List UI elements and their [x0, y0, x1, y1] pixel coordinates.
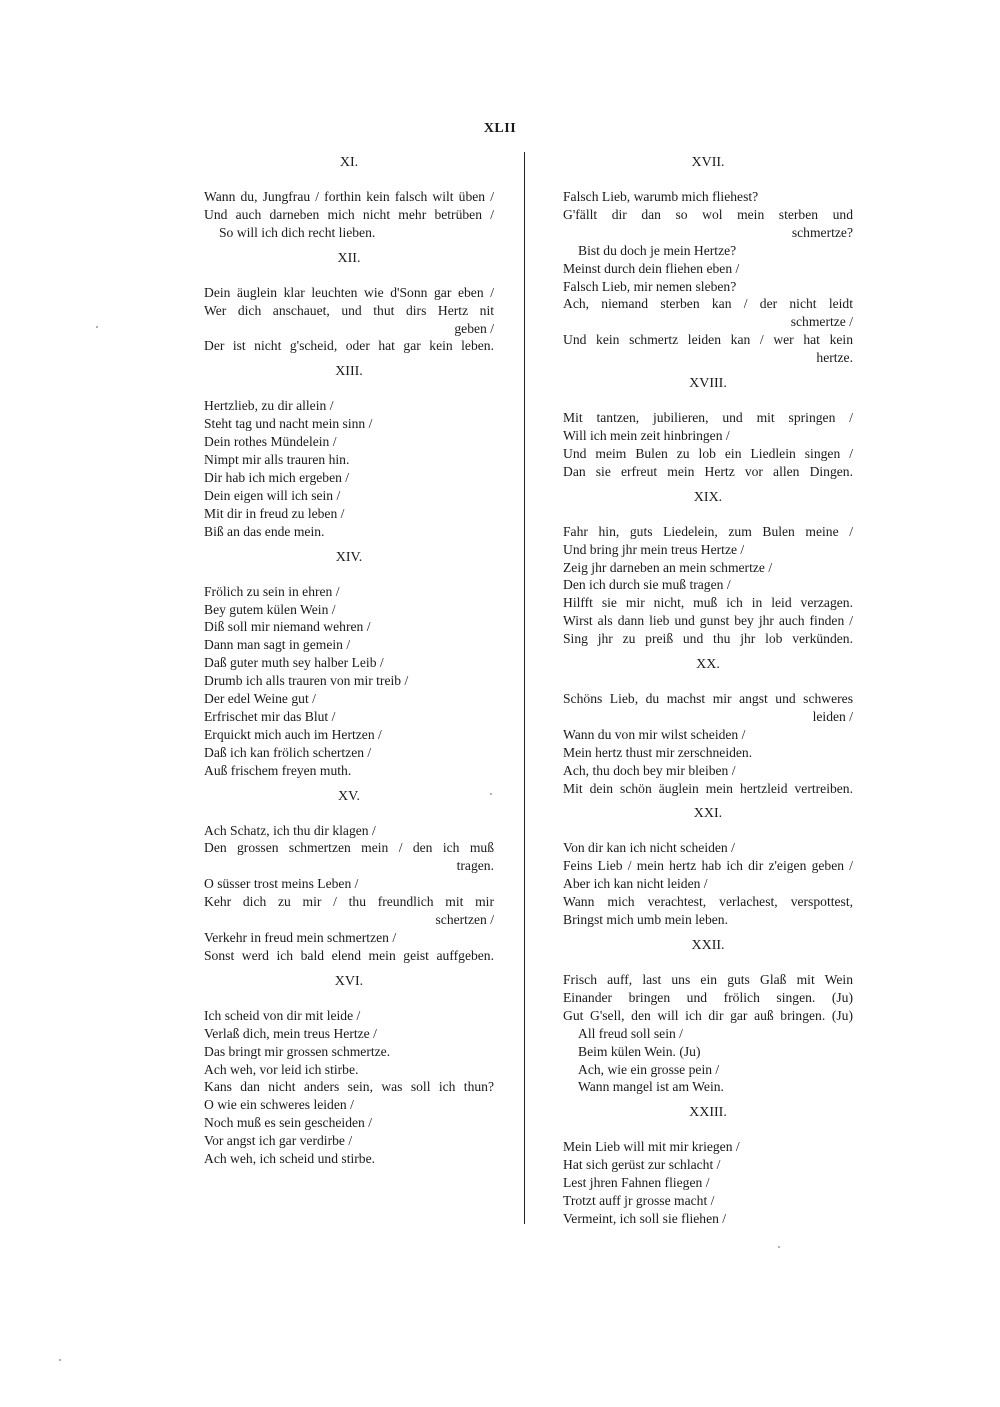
poem-block [563, 375, 853, 481]
verse-line: Beim külen Wein. (Ju) [578, 1043, 701, 1059]
verse-line: Bringst mich umb mein leben. [563, 912, 728, 928]
verse-line: Meinst durch dein fliehen eben / [563, 260, 740, 276]
verse-line: Aber ich kan nicht leiden / [563, 876, 708, 892]
verse-line: Das bringt mir grossen schmertze. [204, 1043, 391, 1059]
verse-line: Lest jhren Fahnen fliegen / [563, 1175, 710, 1191]
verse-line: Bist du doch je mein Hertze? [578, 242, 737, 258]
verse-line: Falsch Lieb, mir nemen sleben? [563, 278, 737, 294]
poem-block [204, 973, 494, 1168]
verse-line: Dir hab ich mich ergeben / [204, 469, 350, 485]
poem-number: XII. [337, 250, 361, 266]
verse-line: tragen. [456, 858, 494, 874]
verse-line: Mein Lieb will mit mir kriegen / [563, 1139, 740, 1155]
verse-line: Mit tantzen, jubilieren, und mit springen / [563, 410, 853, 426]
verse-line: Hilfft sie mir nicht, muß ich in leid verzagen. [563, 595, 853, 611]
verse-line: Wann du, Jungfrau / forthin kein falsch wilt üben / [204, 189, 494, 204]
poem-number: XX. [696, 657, 720, 673]
verse-line: Kans dan nicht anders sein, was soll ich thun? [204, 1079, 494, 1095]
verse-line: Und kein schmertz leiden kan / wer hat kein [563, 332, 853, 348]
poem-lines [563, 690, 853, 797]
verse-line: schmertze? [791, 224, 853, 240]
scan-speck [96, 326, 98, 328]
verse-line: Ach Schatz, ich thu dir klagen / [204, 822, 376, 838]
verse-line: Zeig jhr darneben an mein schmertze / [563, 559, 773, 575]
poem-lines [563, 188, 853, 367]
verse-line: Auß frischem freyen muth. [204, 762, 352, 778]
poem-lines [563, 409, 853, 481]
verse-line: Nimpt mir alls trauren hin. [204, 452, 350, 468]
poem-lines [563, 839, 853, 929]
poem-block [204, 250, 494, 356]
verse-line: Hat sich gerüst zur schlacht / [563, 1157, 721, 1173]
verse-line: Und meim Bulen zu lob ein Liedlein singen / [563, 445, 853, 461]
verse-line: Wann mich verachtest, verlachest, verspottest, [563, 894, 853, 910]
verse-line: Erfrischet mir das Blut / [204, 708, 336, 724]
verse-line: hertze. [816, 350, 853, 366]
poem-block [563, 1104, 853, 1228]
left-column [204, 154, 494, 1176]
verse-line: Dein äuglein klar leuchten wie d'Sonn gar eben / [204, 284, 494, 300]
verse-line: leiden / [812, 708, 853, 724]
column-divider [524, 152, 525, 1224]
poem-lines [204, 284, 494, 356]
verse-line: Steht tag und nacht mein sinn / [204, 416, 373, 432]
verse-line: schmertze / [790, 314, 853, 330]
verse-line: Ich scheid von dir mit leide / [204, 1007, 361, 1023]
verse-line: Daß guter muth sey halber Leib / [204, 655, 384, 671]
verse-line: Und auch darneben mich nicht mehr betrüben / [204, 206, 494, 222]
verse-line: Den ich durch sie muß tragen / [563, 577, 731, 593]
verse-line: G'fällt dir dan so wol mein sterben und [563, 206, 853, 222]
poem-block [563, 937, 853, 1096]
verse-line: Mit dir in freud zu leben / [204, 505, 345, 521]
verse-line: Fahr hin, guts Liedelein, zum Bulen meine / [563, 523, 853, 539]
page-number: XLII [483, 121, 517, 136]
poem-block [204, 788, 494, 965]
verse-line: Kehr dich zu mir / thu freundlich mit mir [204, 894, 494, 910]
poem-number: XIV. [335, 549, 363, 565]
poem-number: XVI. [334, 973, 364, 989]
verse-line: Sonst werd ich bald elend mein geist auffgeben. [204, 947, 494, 963]
verse-line: Und bring jhr mein treus Hertze / [563, 541, 745, 557]
poem-number: XV. [338, 788, 360, 804]
poem-number: XVII. [691, 155, 725, 170]
poem-lines [204, 822, 494, 965]
poem-block [204, 154, 494, 242]
verse-line: Sing jhr zu preiß und thu jhr lob verkünden. [563, 631, 853, 647]
poem-block [563, 656, 853, 797]
verse-line: So will ich dich recht lieben. [219, 224, 376, 240]
verse-line: Ach, thu doch bey mir bleiben / [563, 762, 736, 778]
verse-line: Drumb ich alls trauren von mir treib / [204, 673, 409, 689]
poem-number: XVIII. [689, 376, 727, 392]
verse-line: geben / [454, 320, 494, 336]
verse-line: Dan sie erfreut mein Hertz vor allen Dingen. [563, 463, 853, 479]
right-column [563, 154, 853, 1236]
verse-line: O wie ein schweres leiden / [204, 1097, 354, 1113]
poem-block [563, 489, 853, 648]
verse-line: Ach, wie ein grosse pein / [578, 1061, 720, 1077]
verse-line: Von dir kan ich nicht scheiden / [563, 840, 735, 856]
verse-line: Vor angst ich gar verdirbe / [204, 1133, 353, 1149]
poem-block [204, 549, 494, 780]
verse-line: Wer dich anschauet, und thut dirs Hertz nit [204, 302, 494, 318]
poem-number: XXI. [693, 806, 723, 822]
verse-line: Frölich zu sein in ehren / [204, 583, 340, 599]
verse-line: All freud soll sein / [578, 1025, 683, 1041]
verse-line: Wirst als dann lieb und gunst bey jhr auch finden / [563, 613, 853, 629]
scan-speck [59, 1359, 61, 1361]
verse-line: Ach, niemand sterben kan / der nicht leidt [563, 296, 853, 312]
verse-line: schertzen / [435, 912, 494, 928]
verse-line: Biß an das ende mein. [204, 523, 325, 539]
poem-number: XXII. [691, 938, 725, 953]
verse-line: Schöns Lieb, du machst mir angst und schweres [563, 691, 853, 707]
verse-line: Der ist nicht g'scheid, oder hat gar kein leben. [204, 338, 494, 354]
verse-line: Gut G'sell, den will ich dir gar auß bringen. (Ju) [563, 1007, 853, 1023]
poem-block [563, 805, 853, 929]
verse-line: Trotzt auff jr grosse macht / [563, 1193, 715, 1209]
verse-line: Diß soll mir niemand wehren / [204, 619, 371, 635]
poem-number: XI. [339, 155, 359, 170]
poem-lines [204, 1007, 494, 1168]
verse-line: Hertzlieb, zu dir allein / [204, 398, 334, 414]
verse-line: Mit dein schön äuglein mein hertzleid vertreiben. [563, 780, 853, 796]
verse-line: Wann mangel ist am Wein. [578, 1079, 724, 1095]
verse-line: Falsch Lieb, warumb mich fliehest? [563, 189, 759, 204]
verse-line: Einander bringen und frölich singen. (Ju) [563, 989, 853, 1005]
verse-line: Ach weh, vor leid ich stirbe. [204, 1061, 359, 1077]
poem-lines [204, 188, 494, 242]
poem-number: XIII. [335, 364, 363, 380]
poem-block [204, 363, 494, 540]
verse-line: Der edel Weine gut / [204, 691, 316, 707]
verse-line: Verkehr in freud mein schmertzen / [204, 930, 397, 945]
verse-line: Bey gutem külen Wein / [204, 601, 336, 617]
scan-speck [490, 793, 492, 795]
verse-line: Will ich mein zeit hinbringen / [563, 427, 730, 443]
poem-lines [563, 523, 853, 648]
scan-speck [778, 1246, 780, 1248]
poem-lines [563, 971, 853, 1096]
poem-lines [563, 1138, 853, 1228]
verse-line: Erquickt mich auch im Hertzen / [204, 726, 382, 742]
verse-line: Dein rothes Mündelein / [204, 434, 337, 450]
verse-line: Mein hertz thust mir zerschneiden. [563, 744, 753, 760]
poem-number: XIX. [693, 489, 723, 505]
verse-line: Wann du von mir wilst scheiden / [563, 726, 746, 742]
poem-block [563, 154, 853, 367]
verse-line: Dein eigen will ich sein / [204, 487, 341, 503]
poem-lines [204, 397, 494, 540]
verse-line: O süsser trost meins Leben / [204, 876, 359, 892]
verse-line: Den grossen schmertzen mein / den ich muß [204, 840, 494, 856]
poem-lines [204, 583, 494, 780]
verse-line: Vermeint, ich soll sie fliehen / [563, 1210, 727, 1226]
verse-line: Feins Lieb / mein hertz hab ich dir z'eigen geben / [563, 858, 853, 874]
verse-line: Daß ich kan frölich schertzen / [204, 744, 372, 760]
verse-line: Dann man sagt in gemein / [204, 637, 351, 653]
poem-number: XXIII. [689, 1105, 727, 1121]
verse-line: Ach weh, ich scheid und stirbe. [204, 1151, 376, 1167]
verse-line: Noch muß es sein gescheiden / [204, 1115, 372, 1131]
verse-line: Frisch auff, last uns ein guts Glaß mit Wein [563, 972, 853, 987]
verse-line: Verlaß dich, mein treus Hertze / [204, 1025, 377, 1041]
